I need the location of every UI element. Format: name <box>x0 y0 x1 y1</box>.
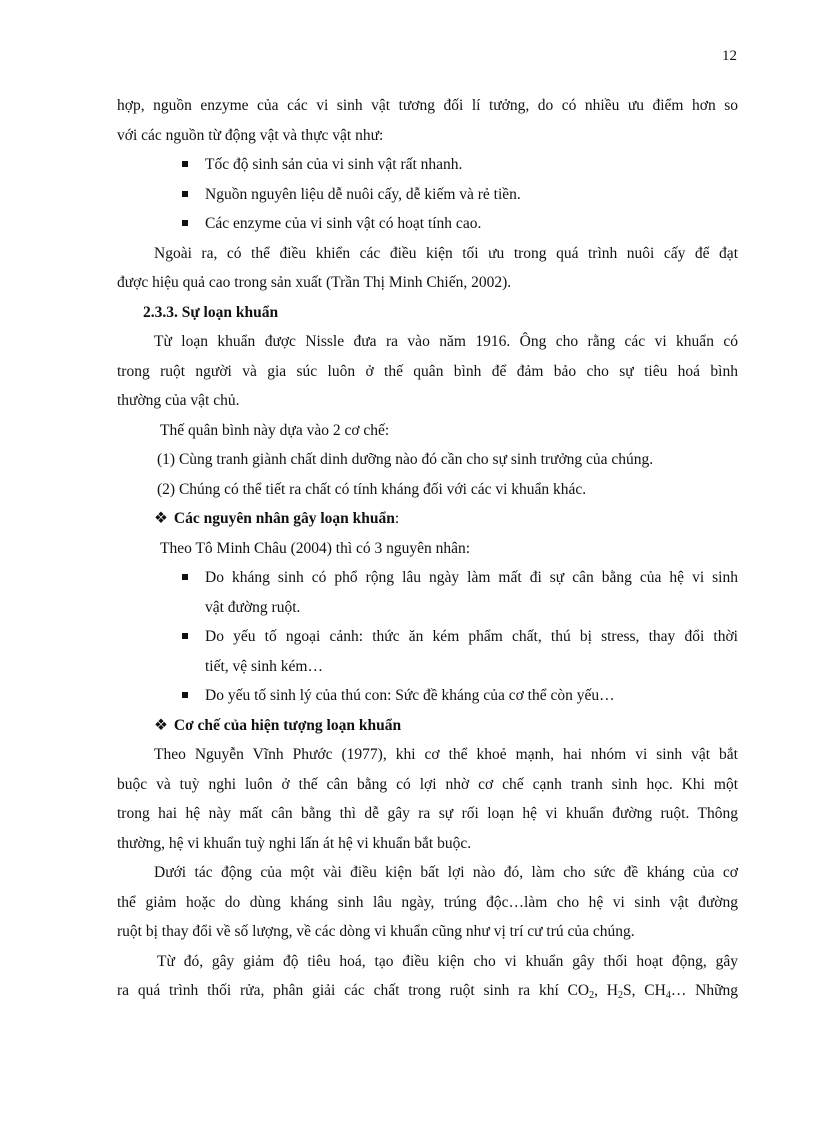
paragraph-10-line-1: Từ đó, gây giảm độ tiêu hoá, tạo điều kiện cho vi khuẩn gây thối hoạt động, gây <box>157 952 738 970</box>
paragraph-5: (1) Cùng tranh giành chất dinh dưỡng nào đó cần cho sự sinh trưởng của chúng. <box>157 451 654 468</box>
list-item: Do yếu tố ngoại cảnh: thức ăn kém phẩm chất, thú bị stress, thay đổi thời tiết, vệ sinh kém… <box>117 622 738 681</box>
paragraph-8-line-2: buộc và tuỳ nghi luôn ở thế cân bằng có lợi nhờ cơ chế cạnh tranh sinh học. Khi một <box>117 775 738 793</box>
bullet-list-causes <box>117 563 738 711</box>
square-bullet-icon <box>182 161 188 167</box>
paragraph-3-line-1: Từ loạn khuẩn được Nissle đưa ra vào năm 1916. Ông cho rằng các vi khuẩn có <box>154 333 738 350</box>
paragraph-2-line-1: Ngoài ra, có thể điều khiển các điều kiện tối ưu trong quá trình nuôi cấy để đạt <box>154 244 738 262</box>
square-bullet-icon <box>182 692 188 698</box>
square-bullet-icon <box>182 191 188 197</box>
list-item: Do yếu tố sinh lý của thú con: Sức đề kháng của cơ thể còn yếu… <box>117 681 738 711</box>
paragraph-7: Theo Tô Minh Châu (2004) thì có 3 nguyên nhân: <box>160 539 471 557</box>
paragraph-10-line-2: ra quá trình thối rửa, phân giải các chất trong ruột sinh ra khí $CO_2$, $H_2S$, $CH_4\dots$ Những <box>117 982 738 1001</box>
list-item: Tốc độ sinh sản của vi sinh vật rất nhanh. <box>117 150 738 180</box>
page-number: 12 <box>722 48 737 64</box>
paragraph-9-line-3: ruột bị thay đổi về số lượng, về các dòng vi khuẩn cũng như vị trí cư trú của chúng. <box>117 923 635 940</box>
square-bullet-icon <box>182 220 188 226</box>
paragraph-3-line-3: thường của vật chủ. <box>117 392 240 409</box>
paragraph-8-line-3: trong hai hệ này mất cân bằng thì dễ gây ra sự rối loạn hệ vi khuẩn đường ruột. Thông <box>117 805 738 822</box>
paragraph-8-line-4: thường, hệ vi khuẩn tuỳ nghi lấn át hệ vi khuẩn bắt buộc. <box>117 834 472 852</box>
heading-causes: ❖ Các nguyên nhân gây loạn khuẩn: <box>154 510 400 527</box>
paragraph-9-line-2: thể giảm hoặc do dùng kháng sinh lâu ngày, trúng độc…làm cho hệ vi sinh vật đường <box>117 893 738 911</box>
list-item: Các enzyme của vi sinh vật có hoạt tính cao. <box>117 209 738 239</box>
paragraph-1-line-1: hợp, nguồn enzyme của các vi sinh vật tương đối lí tưởng, do có nhiều ưu điểm hơn so <box>117 97 738 114</box>
list-item: Do kháng sinh có phổ rộng lâu ngày làm mất đi sự cân bằng của hệ vi sinh vật đường ruột. <box>117 563 738 622</box>
square-bullet-icon <box>182 633 188 639</box>
bullet-list-advantages <box>117 150 738 239</box>
paragraph-9-line-1: Dưới tác động của một vài điều kiện bất lợi nào đó, làm cho sức đề kháng của cơ <box>154 864 738 881</box>
paragraph-4: Thế quân bình này dựa vào 2 cơ chế: <box>160 421 390 439</box>
paragraph-2-line-2: được hiệu quả cao trong sản xuất (Trần Thị Minh Chiến, 2002). <box>117 274 512 291</box>
paragraph-1-line-2: với các nguồn từ động vật và thực vật như: <box>117 126 384 144</box>
document-body <box>117 91 738 1006</box>
diamond-bullet-icon: ❖ <box>154 510 168 527</box>
list-item: Nguồn nguyên liệu dễ nuôi cấy, dễ kiếm và rẻ tiền. <box>117 180 738 210</box>
diamond-bullet-icon: ❖ <box>154 716 168 734</box>
section-heading-2-3-3: 2.3.3. Sự loạn khuẩn <box>143 303 279 321</box>
paragraph-3-line-2: trong ruột người và gia súc luôn ở thế quân bình để đảm bảo cho sự tiêu hoá bình <box>117 362 738 380</box>
paragraph-6: (2) Chúng có thể tiết ra chất có tính kháng đối với các vi khuẩn khác. <box>157 480 587 498</box>
paragraph-8-line-1: Theo Nguyễn Vĩnh Phước (1977), khi cơ thể khoẻ mạnh, hai nhóm vi sinh vật bắt <box>154 746 738 763</box>
heading-mechanism: ❖ Cơ chế của hiện tượng loạn khuẩn <box>154 716 402 734</box>
square-bullet-icon <box>182 574 188 580</box>
